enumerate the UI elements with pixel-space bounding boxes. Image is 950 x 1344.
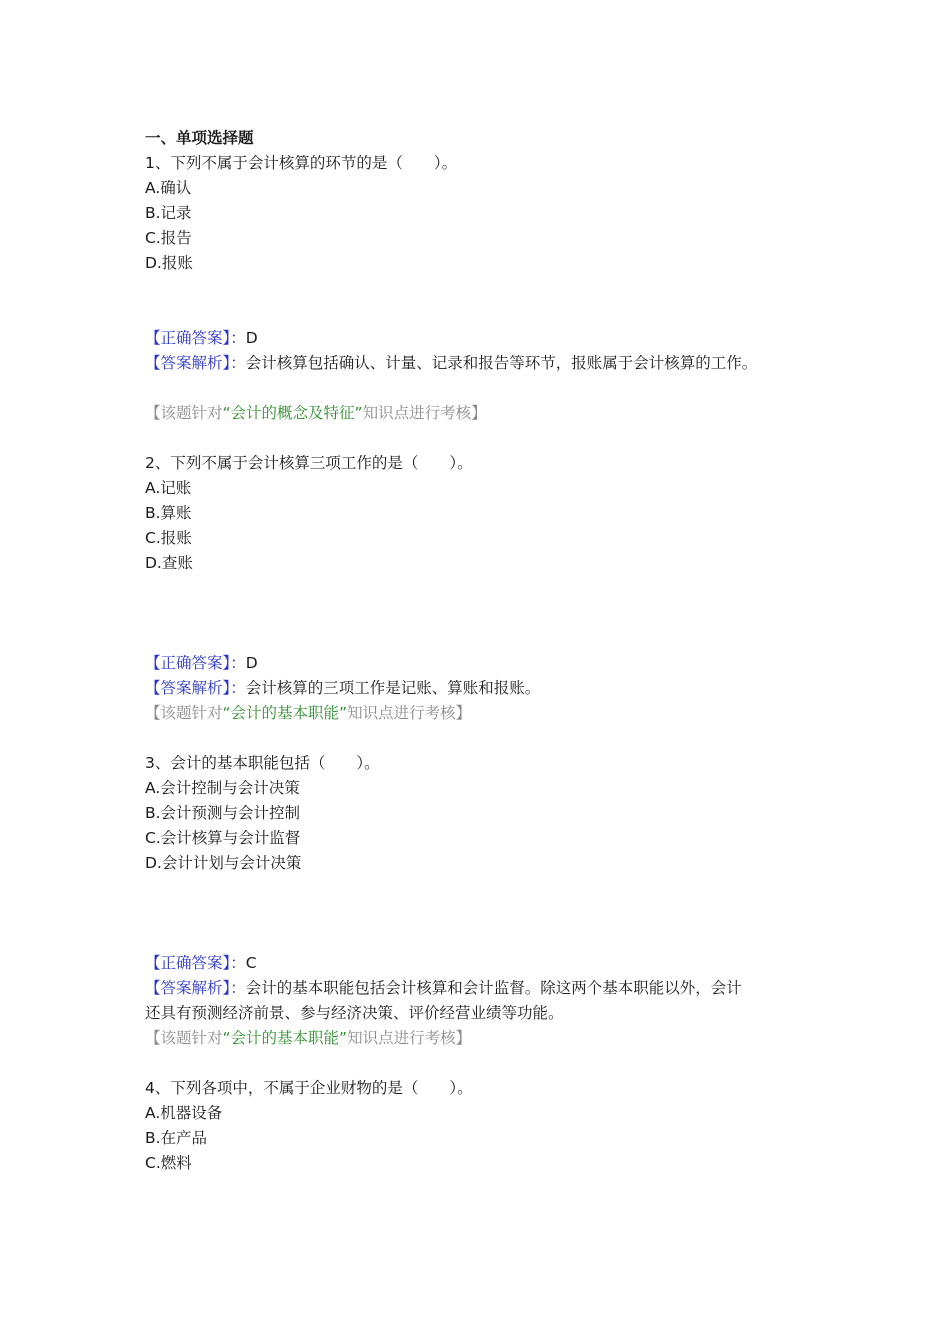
answer-label: 【正确答案】：: [145, 654, 246, 672]
option-a: A.确认: [145, 179, 192, 197]
knowledge-point: “会计的概念及特征”: [222, 404, 363, 422]
analysis-label: 【答案解析】：: [145, 979, 246, 997]
analysis-line: [145, 976, 825, 1001]
question-stem: 1、下列不属于会计核算的环节的是（ ）。: [145, 154, 458, 172]
answer-value: D: [245, 329, 258, 347]
analysis-text: 会计的基本职能包括会计核算和会计监督。除这两个基本职能以外，会计: [245, 979, 742, 997]
analysis-line: [145, 351, 825, 376]
option-b: B.算账: [145, 504, 192, 522]
answer-line: [145, 651, 825, 676]
analysis-label: 【答案解析】：: [145, 354, 246, 372]
tag-prefix: 【该题针对: [145, 704, 223, 722]
tag-suffix: 知识点进行考核】: [362, 404, 487, 422]
knowledge-point: “会计的基本职能”: [222, 704, 348, 722]
option-a: A.记账: [145, 479, 192, 497]
knowledge-tag: [145, 701, 825, 726]
option-c: C.报告: [145, 229, 192, 247]
question-1: [145, 151, 825, 451]
answer-value: C: [245, 954, 257, 972]
tag-suffix: 知识点进行考核】: [347, 1029, 472, 1047]
option-b: B.记录: [145, 204, 192, 222]
question-3: [145, 751, 825, 1076]
option-c: C.报账: [145, 529, 192, 547]
section-title: 一、单项选择题: [145, 129, 254, 147]
answer-value: D: [245, 654, 258, 672]
analysis-text: 会计核算包括确认、计量、记录和报告等环节，报账属于会计核算的工作。: [245, 354, 758, 372]
tag-prefix: 【该题针对: [145, 404, 223, 422]
tag-prefix: 【该题针对: [145, 1029, 223, 1047]
analysis-text: 会计核算的三项工作是记账、算账和报账。: [245, 679, 541, 697]
knowledge-point: “会计的基本职能”: [222, 1029, 348, 1047]
knowledge-tag: [145, 401, 825, 426]
question-stem: 2、下列不属于会计核算三项工作的是（ ）。: [145, 454, 473, 472]
option-d: D.报账: [145, 254, 193, 272]
option-c: C.会计核算与会计监督: [145, 829, 301, 847]
knowledge-tag: [145, 1026, 825, 1051]
option-d: D.查账: [145, 554, 193, 572]
question-4: [145, 1076, 825, 1176]
answer-label: 【正确答案】：: [145, 329, 246, 347]
document-page: [145, 126, 825, 1176]
analysis-label: 【答案解析】：: [145, 679, 246, 697]
option-b: B.会计预测与会计控制: [145, 804, 301, 822]
tag-suffix: 知识点进行考核】: [347, 704, 472, 722]
analysis-continuation: 还具有预测经济前景、参与经济决策、评价经营业绩等功能。: [145, 1004, 564, 1022]
answer-line: [145, 951, 825, 976]
answer-line: [145, 326, 825, 351]
answer-label: 【正确答案】：: [145, 954, 246, 972]
question-2: [145, 451, 825, 751]
option-a: A.机器设备: [145, 1104, 223, 1122]
question-stem: 3、会计的基本职能包括（ ）。: [145, 754, 380, 772]
option-d: D.会计计划与会计决策: [145, 854, 302, 872]
analysis-line: [145, 676, 825, 701]
option-a: A.会计控制与会计决策: [145, 779, 300, 797]
option-c: C.燃料: [145, 1154, 192, 1172]
option-b: B.在产品: [145, 1129, 208, 1147]
question-stem: 4、下列各项中，不属于企业财物的是（ ）。: [145, 1079, 473, 1097]
